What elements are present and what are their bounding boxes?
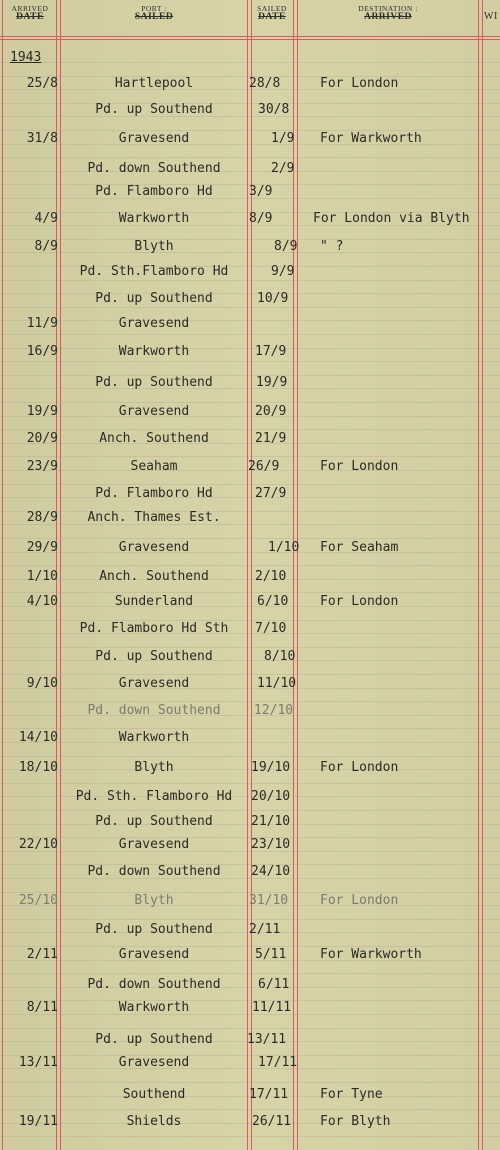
sailed-date: 6/11 [258,977,290,992]
sailed-date: 6/10 [257,594,289,609]
sailed-date: 10/9 [257,291,289,306]
ruled-line [0,157,500,158]
sailed-date: 11/10 [257,676,297,691]
destination: For London [320,594,399,609]
ruled-line [0,565,500,566]
port-name: Pd. down Southend [87,161,221,176]
ruled-line [0,756,500,757]
ledger-row [0,815,500,831]
header-extra: WI [484,11,498,22]
ruled-line [0,62,500,63]
sailed-date: 1/10 [268,540,300,555]
ruled-line [0,810,500,811]
destination: For London [320,459,399,474]
ledger-row [0,1056,500,1072]
port-name: Gravesend [118,1055,190,1070]
destination: " ? [320,239,344,254]
port-name: Gravesend [118,404,190,419]
ledger-row [0,212,500,228]
port-name: Gravesend [118,131,190,146]
port-name: Hartlepool [114,76,194,91]
port-name: Pd. up Southend [95,291,213,306]
arrived-date: 1/10 [26,569,58,584]
destination: For Seaham [320,540,399,555]
header-arrived-bottom: DATE [16,12,44,22]
ledger-row [0,570,500,586]
ruled-line [0,620,500,621]
ruled-line [0,1028,500,1029]
header-port-top: PORT : [141,4,167,13]
port-name: Shields [126,1114,182,1129]
ruled-line [0,334,500,335]
arrived-date: 22/10 [18,837,58,852]
sailed-date: 11/11 [252,1000,292,1015]
sailed-date: 21/10 [251,814,291,829]
arrived-date: 25/10 [18,893,58,908]
arrived-date: 19/11 [18,1114,58,1129]
ledger-row [0,162,500,178]
arrived-date: 8/9 [34,239,58,254]
sailed-date: 26/11 [252,1114,292,1129]
ruled-line [0,701,500,702]
sailed-date: 5/11 [255,947,287,962]
header-destination-top: DESTINATION : [358,4,418,13]
ledger-row [0,790,500,806]
arrived-date: 14/10 [18,730,58,745]
ledger-row [0,622,500,638]
ledger-row [0,541,500,557]
ledger-row [0,240,500,256]
sailed-date: 8/9 [274,239,298,254]
ledger-row [0,265,500,281]
ledger-row [0,978,500,994]
destination: For Warkworth [320,131,422,146]
ledger-row [0,103,500,119]
destination: For Warkworth [320,947,422,962]
sailed-date: 20/10 [251,789,291,804]
sailed-date: 2/11 [249,922,281,937]
sailed-date: 8/9 [249,211,273,226]
ledger-row [0,511,500,527]
ledger-row [0,317,500,333]
ruled-line [0,728,500,729]
port-name: Pd. down Southend [87,703,221,718]
arrived-date: 16/9 [26,344,58,359]
ledger-row [0,677,500,693]
ledger-row [0,704,500,720]
ledger-row [0,405,500,421]
ruled-line [0,783,500,784]
arrived-date: 9/10 [26,676,58,691]
ledger-row [0,865,500,881]
ledger-row [0,460,500,476]
arrived-date: 19/9 [26,404,58,419]
arrived-date: 13/11 [18,1055,58,1070]
ledger-row [0,923,500,939]
ruled-line [0,402,500,403]
port-name: Pd. down Southend [87,977,221,992]
destination: For London [320,76,399,91]
sailed-date: 24/10 [251,864,291,879]
ledger-row [0,292,500,308]
header-port-bottom: SAILED [134,12,174,22]
sailed-date: 19/10 [251,760,291,775]
port-name: Pd. Flamboro Hd [95,486,213,501]
port-name: Gravesend [118,676,190,691]
ledger-row [0,1001,500,1017]
port-name: Pd. Sth.Flamboro Hd [79,264,229,279]
header-rule-bottom [0,39,500,40]
arrived-date: 23/9 [26,459,58,474]
sailed-date: 30/8 [258,102,290,117]
sailed-date: 28/8 [249,76,281,91]
port-name: Pd. up Southend [95,922,213,937]
ledger-row [0,132,500,148]
port-name: Pd. up Southend [95,1032,213,1047]
sailed-date: 8/10 [264,649,296,664]
port-name: Pd. up Southend [95,375,213,390]
header-arrived [4,4,56,22]
port-name: Gravesend [118,316,190,331]
destination: For Blyth [320,1114,391,1129]
ruled-line [0,973,500,974]
sailed-date: 12/10 [254,703,294,718]
ledger-row [0,761,500,777]
header-sailed [252,4,292,22]
arrived-date: 31/8 [26,131,58,146]
port-name: Pd. Sth. Flamboro Hd [75,789,233,804]
ruled-line [0,647,500,648]
port-name: Warkworth [118,1000,190,1015]
destination: For Tyne [320,1087,383,1102]
destination: For London [320,760,399,775]
sailed-date: 1/9 [271,131,295,146]
sailed-date: 23/10 [251,837,291,852]
ruled-line [0,1082,500,1083]
sailed-date: 7/10 [255,621,287,636]
sailed-date: 3/9 [249,184,273,199]
port-name: Warkworth [118,730,190,745]
destination: For London via Blyth [313,211,470,226]
ledger-row [0,1033,500,1049]
header-sailed-bottom: DATE [258,12,286,22]
sailed-date: 21/9 [255,431,287,446]
port-name: Anch. Southend [99,431,209,446]
ledger-row [0,185,500,201]
arrived-date: 8/11 [26,1000,58,1015]
arrived-date: 2/11 [26,947,58,962]
ruled-line [0,674,500,675]
ledger-row [0,731,500,747]
ruled-line [0,130,500,131]
ruled-line [0,361,500,362]
sailed-date: 17/9 [255,344,287,359]
arrived-date: 11/9 [26,316,58,331]
sailed-date: 17/11 [258,1055,298,1070]
ruled-line [0,456,500,457]
port-name: Blyth [134,760,174,775]
port-name: Warkworth [118,211,190,226]
ledger-row [0,595,500,611]
arrived-date: 28/9 [26,510,58,525]
port-name: Gravesend [118,837,190,852]
sailed-date: 9/9 [271,264,295,279]
arrived-date: 25/8 [26,76,58,91]
ruled-line [0,919,500,920]
port-name: Southend [122,1087,186,1102]
ruled-line [0,1136,500,1137]
port-name: Pd. up Southend [95,814,213,829]
ledger-row [0,376,500,392]
header-destination-bottom: ARRIVED [364,12,412,22]
arrived-date: 18/10 [18,760,58,775]
ledger-row [0,650,500,666]
sailed-date: 2/9 [271,161,295,176]
ledger-row [0,1115,500,1131]
destination: For London [320,893,399,908]
ruled-line [0,429,500,430]
header-rule-top [0,36,500,37]
arrived-date: 29/9 [26,540,58,555]
header-sailed-top: SAILED [257,4,287,13]
ledger-row [0,1088,500,1104]
ledger-row [0,487,500,503]
sailed-date: 27/9 [255,486,287,501]
sailed-date: 17/11 [249,1087,289,1102]
sailed-date: 31/10 [249,893,289,908]
port-name: Seaham [130,459,178,474]
port-name: Anch. Southend [99,569,209,584]
port-name: Pd. Flamboro Hd Sth [79,621,229,636]
header-arrived-top: ARRIVED [11,4,49,13]
ledger-row [0,948,500,964]
port-name: Sunderland [114,594,194,609]
sailed-date: 13/11 [247,1032,287,1047]
year-heading: 1943 [10,50,42,65]
arrived-date: 20/9 [26,431,58,446]
port-name: Pd. Flamboro Hd [95,184,213,199]
port-name: Pd. up Southend [95,102,213,117]
ruled-line [0,946,500,947]
port-name: Anch. Thames Est. [87,510,221,525]
sailed-date: 19/9 [256,375,288,390]
ledger-row [0,838,500,854]
ruled-line [0,592,500,593]
ledger-row [0,77,500,93]
port-name: Gravesend [118,947,190,962]
arrived-date: 4/9 [34,211,58,226]
ledger-row [0,894,500,910]
sailed-date: 26/9 [248,459,280,474]
ledger-row [0,345,500,361]
ruled-line [0,538,500,539]
port-name: Pd. down Southend [87,864,221,879]
ruled-line [0,1109,500,1110]
sailed-date: 2/10 [255,569,287,584]
port-name: Blyth [134,239,174,254]
header-destination [298,4,478,22]
ruled-line [0,484,500,485]
port-name: Pd. up Southend [95,649,213,664]
sailed-date: 20/9 [255,404,287,419]
port-name: Gravesend [118,540,190,555]
port-name: Warkworth [118,344,190,359]
port-name: Blyth [134,893,174,908]
header-port [62,4,246,22]
ledger-row [0,432,500,448]
arrived-date: 4/10 [26,594,58,609]
